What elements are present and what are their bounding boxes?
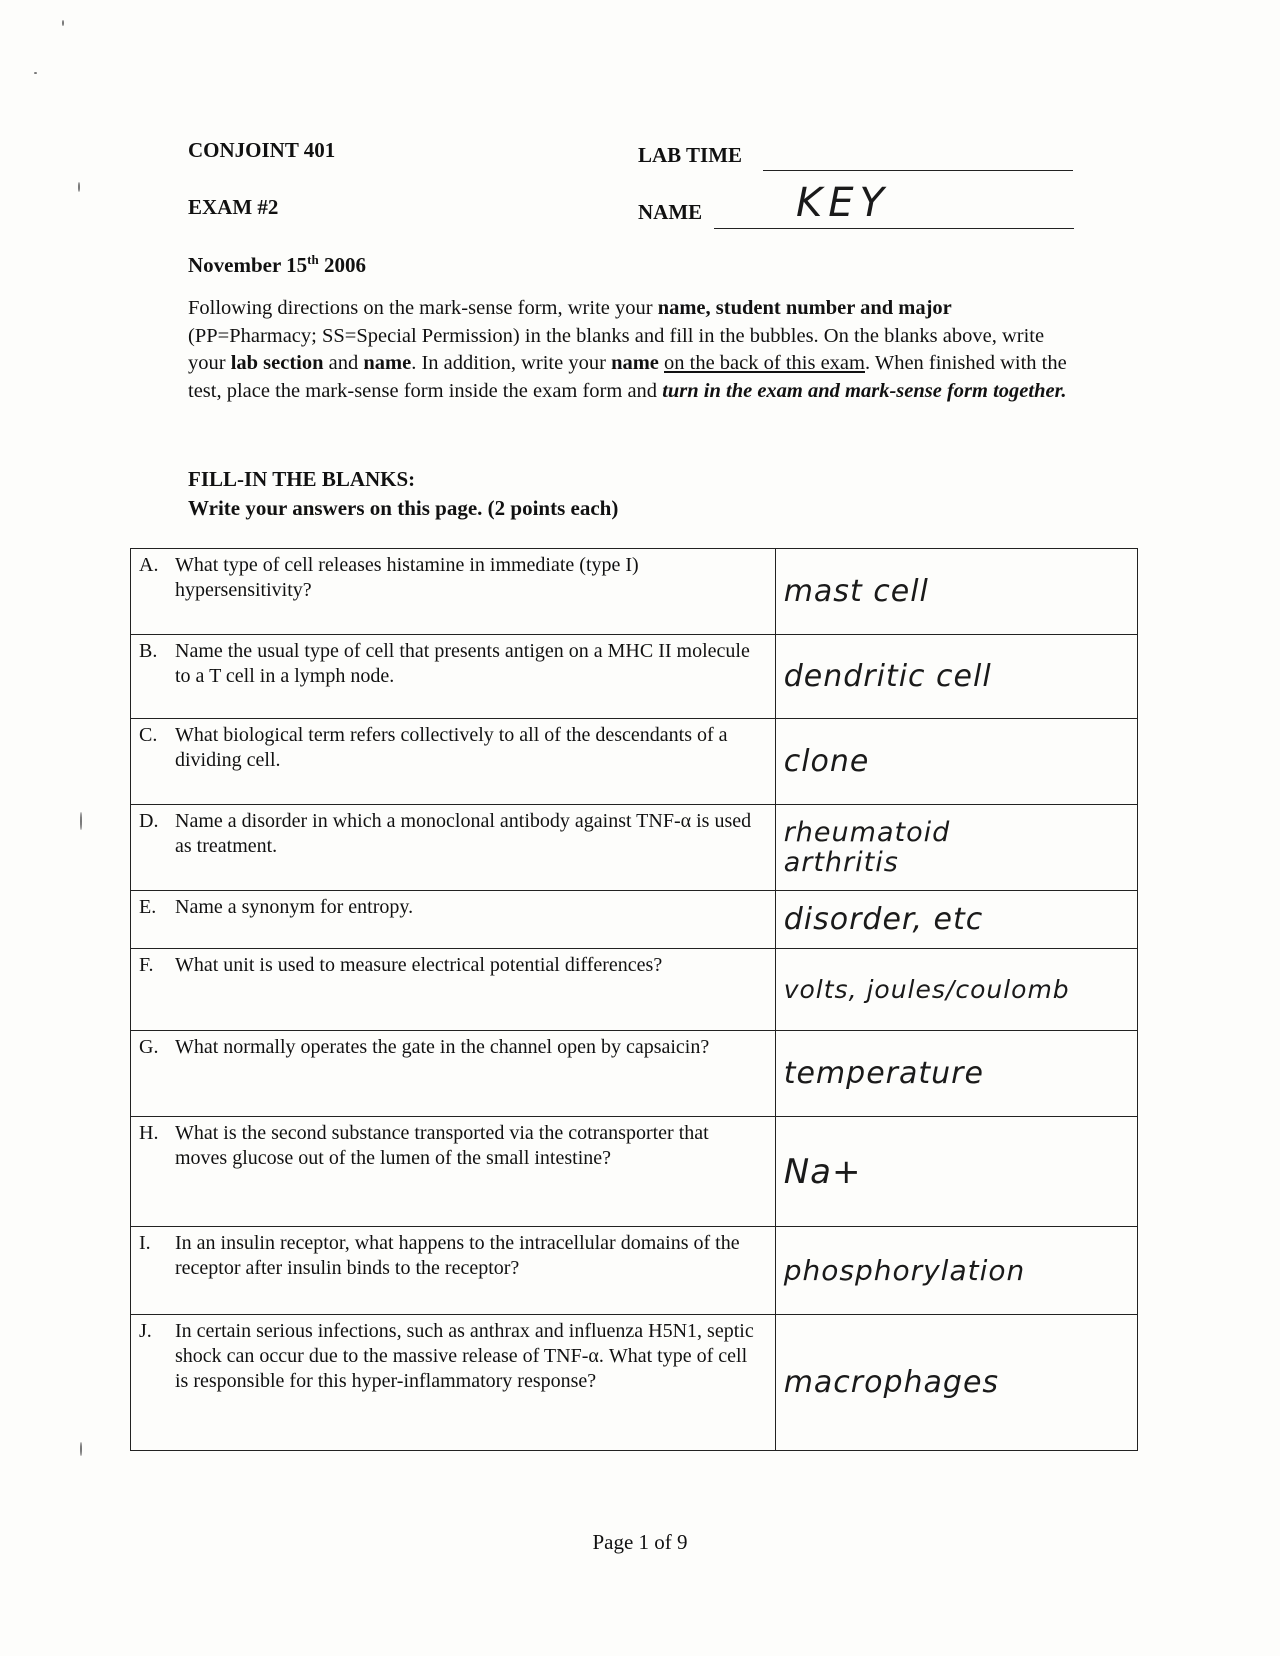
question-text: What normally operates the gate in the channel open by capsaicin? xyxy=(175,1036,710,1058)
answer-cell[interactable] xyxy=(775,805,1137,891)
question-text: Name a disorder in which a monoclonal antibody against TNF-α is used as treatment. xyxy=(175,810,752,857)
question-row xyxy=(131,1031,1138,1117)
question-row xyxy=(131,891,1138,949)
lab-time-field[interactable] xyxy=(763,170,1073,171)
section-title: FILL-IN THE BLANKS: xyxy=(188,467,416,491)
question-row xyxy=(131,719,1138,805)
answer-cell[interactable] xyxy=(775,1117,1137,1227)
answer-cell[interactable] xyxy=(775,549,1137,635)
question-row xyxy=(131,1315,1138,1451)
answer-cell[interactable] xyxy=(775,635,1137,719)
answer-cell[interactable] xyxy=(775,719,1137,805)
question-text: Name the usual type of cell that presents antigen on a MHC II molecule to a T cell in a lymph node. xyxy=(175,640,750,687)
answer-cell[interactable] xyxy=(775,1031,1137,1117)
question-row xyxy=(131,949,1138,1031)
question-text: In an insulin receptor, what happens to the intracellular domains of the receptor after insulin binds to the receptor? xyxy=(175,1232,740,1279)
question-letter: C. xyxy=(139,724,158,746)
question-row xyxy=(131,1227,1138,1315)
answer-text: volts, joules/coulomb xyxy=(783,974,1070,1004)
page-number: Page 1 of 9 xyxy=(592,1530,688,1554)
answer-text: clone xyxy=(783,743,870,779)
answer-cell[interactable] xyxy=(775,1227,1137,1315)
question-letter: D. xyxy=(139,810,159,832)
answer-text: disorder, etc xyxy=(783,901,984,937)
answer-text: mast cell xyxy=(783,573,929,609)
questions-table xyxy=(130,548,1138,1451)
answer-cell[interactable] xyxy=(775,949,1137,1031)
question-letter: F. xyxy=(139,954,154,976)
lab-time-label: LAB TIME xyxy=(638,143,743,167)
course-title: CONJOINT 401 xyxy=(188,138,336,162)
name-label: NAME xyxy=(638,200,703,224)
question-letter: E. xyxy=(139,896,157,918)
scan-speck xyxy=(62,20,64,26)
answer-text: rheumatoid arthritis xyxy=(783,816,951,878)
question-letter: G. xyxy=(139,1036,159,1058)
question-text: In certain serious infections, such as anthrax and influenza H5N1, septic shock can occur due to the massive release of TNF-α. What type of cell is responsible for this hyper-inflammatory response? xyxy=(175,1320,754,1392)
section-subtitle: Write your answers on this page. (2 points each) xyxy=(188,496,619,520)
answer-text: Na+ xyxy=(783,1151,862,1192)
question-text: What unit is used to measure electrical potential differences? xyxy=(175,954,663,976)
answer-text: macrophages xyxy=(783,1364,1000,1400)
answer-cell[interactable] xyxy=(775,1315,1137,1451)
exam-number: EXAM #2 xyxy=(188,195,279,219)
answer-text: dendritic cell xyxy=(783,658,992,694)
question-row xyxy=(131,549,1138,635)
question-letter: I. xyxy=(139,1232,151,1254)
question-row xyxy=(131,1117,1138,1227)
scan-speck xyxy=(78,182,80,192)
exam-date: November 15th 2006 xyxy=(188,252,366,277)
question-text: What type of cell releases histamine in immediate (type I) hypersensitivity? xyxy=(175,554,639,601)
question-letter: A. xyxy=(139,554,159,576)
question-row xyxy=(131,635,1138,719)
answer-text: temperature xyxy=(783,1055,984,1091)
name-field[interactable] xyxy=(714,228,1074,229)
answer-text: phosphorylation xyxy=(783,1253,1026,1287)
instructions-paragraph: Following directions on the mark-sense form, write your name, student number and major (PP=Pharmacy; SS=Special Permission) in the blanks and fill in the bubbles. On the blanks above, write your lab section and name. In addition, write your name on the back of this exam. When finished with the test, place the mark-sense form inside the exam form and turn in the exam and mark-sense form together. xyxy=(188,297,1067,402)
name-value: KEY xyxy=(796,180,890,226)
question-text: Name a synonym for entropy. xyxy=(175,896,414,918)
question-letter: H. xyxy=(139,1122,159,1144)
scan-speck xyxy=(34,72,37,74)
scan-speck xyxy=(80,812,82,830)
question-text: What biological term refers collectively to all of the descendants of a dividing cell. xyxy=(175,724,728,771)
question-row xyxy=(131,805,1138,891)
question-letter: J. xyxy=(139,1320,152,1342)
scan-speck xyxy=(80,1442,82,1456)
question-letter: B. xyxy=(139,640,158,662)
question-text: What is the second substance transported via the cotransporter that moves glucose out of the lumen of the small intestine? xyxy=(175,1122,709,1169)
answer-cell[interactable] xyxy=(775,891,1137,949)
